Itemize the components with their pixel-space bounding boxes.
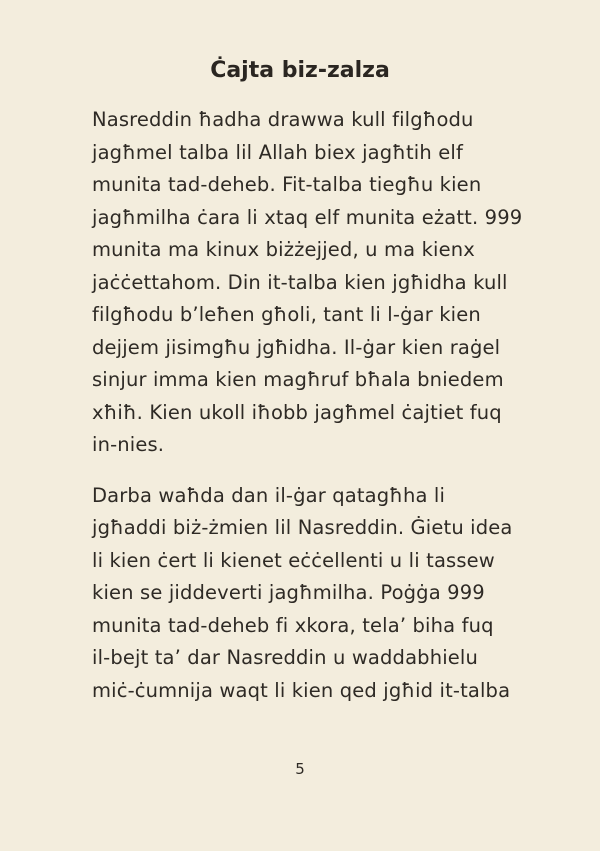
paragraph-line: munita tad-deheb fi xkora, tela’ biha fuq: [92, 613, 494, 637]
paragraph-line: miċ-ċumnija waqt li kien qed jgħid it-talba: [92, 678, 511, 702]
paragraph-line: jagħmel talba lil Allah biex jagħtih elf: [92, 140, 463, 164]
body-text: [52, 104, 552, 725]
paragraph-line: kien se jiddeverti jagħmilha. Poġġa 999: [92, 581, 485, 604]
paragraph-1: [52, 104, 552, 462]
paragraph-line: li kien ċert li kienet eċċellenti u li tassew: [92, 548, 495, 572]
paragraph-line: jagħmilha ċara li xtaq elf munita eżatt. 999: [92, 205, 523, 229]
paragraph-line: dejjem jisimgħu jgħidha. Il-ġar kien raġel: [92, 335, 501, 359]
paragraph-line: jgħaddi biż-żmien lil Nasreddin. Ġietu idea: [92, 516, 513, 539]
paragraph-2: [52, 480, 552, 708]
paragraph-line: il-bejt ta’ dar Nasreddin u waddabhielu: [92, 646, 478, 669]
paragraph-line: Darba waħda dan il-ġar qatagħha li: [92, 483, 446, 507]
chapter-title: Ċajta biz-zalza: [210, 58, 390, 83]
paragraph-line: xħiħ. Kien ukoll iħobb jagħmel ċajtiet fuq: [92, 400, 502, 424]
paragraph-line: in-nies.: [92, 433, 165, 456]
paragraph-line: jaċċettahom. Din it-talba kien jgħidha kull: [92, 270, 508, 294]
paragraph-line: Nasreddin ħadha drawwa kull filgħodu: [92, 108, 474, 131]
paragraph-line: munita ma kinux biżżejjed, u ma kienx: [92, 238, 475, 261]
paragraph-line: filgħodu b’leħen għoli, tant li l-ġar kien: [92, 303, 481, 326]
paragraph-line: munita tad-deheb. Fit-talba tiegħu kien: [92, 173, 482, 196]
page-number: 5: [295, 760, 305, 778]
paragraph-line: sinjur imma kien magħruf bħala bniedem: [92, 368, 504, 391]
